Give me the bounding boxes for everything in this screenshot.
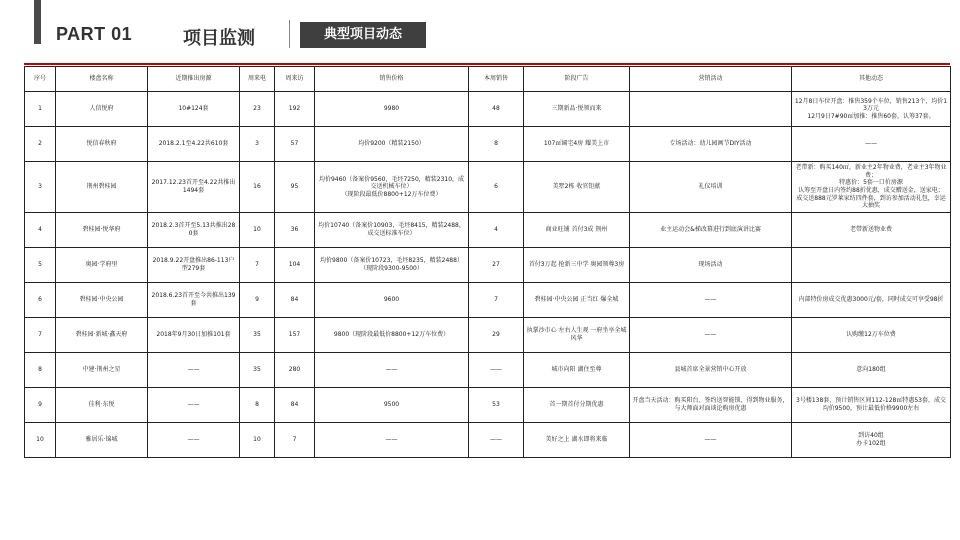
cell-listings: 2018.2.1至4.22共610套: [148, 127, 240, 162]
cell-visits: 84: [275, 388, 315, 423]
cell-price: 均价9200（精装2150）: [315, 127, 469, 162]
cell-price: ——: [315, 353, 469, 388]
cell-ad: 执掌沙市心 左右人生观 一府坐享全城风华: [524, 318, 630, 353]
col-header-index: 序号: [25, 67, 56, 92]
table-row: [25, 213, 951, 248]
cell-index: 1: [25, 92, 56, 127]
cell-calls: 8: [240, 388, 275, 423]
table-row: [25, 353, 951, 388]
col-header-sales: 本周销售: [469, 67, 524, 92]
accent-bar: [34, 0, 41, 44]
cell-index: 3: [25, 162, 56, 213]
cell-sales: 6: [469, 162, 524, 213]
cell-marketing: 业主运动会&梯改幕进行到底演讲比赛: [630, 213, 792, 248]
cell-other: 内部特价房成交优惠3000元/套，同时成交可享受98折: [792, 283, 951, 318]
cell-price: 9500: [315, 388, 469, 423]
cell-sales: 7: [469, 283, 524, 318]
table-row: [25, 388, 951, 423]
cell-marketing: 专场活动：幼儿园画节DIY活动: [630, 127, 792, 162]
section-title: 项目监测: [183, 28, 255, 49]
cell-project: 碧桂园·新城·鑫天府: [56, 318, 148, 353]
cell-project: 雅居乐·锦城: [56, 423, 148, 458]
cell-sales: ——: [469, 353, 524, 388]
cell-index: 10: [25, 423, 56, 458]
cell-other: 12月8日车位开盘：推售359个车位，销售213个，均价13万元 12月9日7#90㎡加推：推售60套，认筹37套。: [792, 92, 951, 127]
cell-listings: 2018.6.23首开至今共推出139套: [148, 283, 240, 318]
cell-listings: 2018.9.22开盘推出86-113户型279套: [148, 248, 240, 283]
cell-marketing: ——: [630, 318, 792, 353]
cell-sales: 53: [469, 388, 524, 423]
cell-calls: 10: [240, 423, 275, 458]
cell-index: 9: [25, 388, 56, 423]
cell-other: 到访40组 办卡102组: [792, 423, 951, 458]
cell-index: 5: [25, 248, 56, 283]
cell-visits: 95: [275, 162, 315, 213]
cell-ad: 三期新品·悦领而来: [524, 92, 630, 127]
cell-price: 均价10740（备案价10903，毛坯8415，精装2488，成交送标准车位）: [315, 213, 469, 248]
cell-project: 人信悦府: [56, 92, 148, 127]
cell-calls: 35: [240, 318, 275, 353]
cell-visits: 7: [275, 423, 315, 458]
cell-visits: 57: [275, 127, 315, 162]
project-dynamics-table: [24, 66, 951, 458]
cell-listings: 10#124套: [148, 92, 240, 127]
cell-visits: 84: [275, 283, 315, 318]
cell-ad: 碧桂园·中央公园 正当红 爆全城: [524, 283, 630, 318]
cell-ad: 美好之上 湖水即将来临: [524, 423, 630, 458]
col-header-marketing: 营销活动: [630, 67, 792, 92]
cell-ad: 首付3万起 抢新三中学 奥园领尊3房: [524, 248, 630, 283]
subsection-tag: 典型项目动态: [300, 22, 426, 48]
cell-marketing: 开盘当天活动：购买阳台、签约送智能锁、得到物业服务，与大师面对面谈论购房优惠: [630, 388, 792, 423]
cell-sales: 8: [469, 127, 524, 162]
col-header-visits: 周来访: [275, 67, 315, 92]
cell-price: ——: [315, 423, 469, 458]
cell-sales: ——: [469, 423, 524, 458]
title-divider: [289, 20, 290, 48]
cell-ad: 107㎡阔宅4房 耀美上市: [524, 127, 630, 162]
cell-marketing: ——: [630, 423, 792, 458]
cell-price: 均价9800（备案价10723，毛坯8235，精装2488）（现阶段9300-9500）: [315, 248, 469, 283]
table-header-row: [25, 67, 951, 92]
cell-index: 4: [25, 213, 56, 248]
cell-project: 奥园·学府里: [56, 248, 148, 283]
table-row: [25, 127, 951, 162]
cell-project: 碧桂园·中央公园: [56, 283, 148, 318]
cell-project: 碧桂园·悦华府: [56, 213, 148, 248]
cell-other: 意向180组: [792, 353, 951, 388]
cell-other: 认购缴12万车位费: [792, 318, 951, 353]
cell-project: 悦信春秋府: [56, 127, 148, 162]
cell-calls: 7: [240, 248, 275, 283]
cell-visits: 192: [275, 92, 315, 127]
cell-calls: 10: [240, 213, 275, 248]
cell-listings: ——: [148, 423, 240, 458]
cell-visits: 157: [275, 318, 315, 353]
cell-ad: 商业旺铺 首付3成 荆州: [524, 213, 630, 248]
col-header-price: 销售价格: [315, 67, 469, 92]
table-row: [25, 248, 951, 283]
cell-listings: 2018.2.3首开至5.13共推出280套: [148, 213, 240, 248]
col-header-ad: 阶段广告: [524, 67, 630, 92]
cell-visits: 280: [275, 353, 315, 388]
cell-index: 2: [25, 127, 56, 162]
cell-listings: ——: [148, 388, 240, 423]
cell-visits: 104: [275, 248, 315, 283]
cell-sales: 4: [469, 213, 524, 248]
cell-price: 均价9460（备案价9560，毛坯7250，精装2310，成交送机械车位） （现阶段最低价8800+12万车位费）: [315, 162, 469, 213]
cell-sales: 29: [469, 318, 524, 353]
table-row: [25, 92, 951, 127]
part-label: PART 01: [56, 24, 133, 44]
cell-sales: 27: [469, 248, 524, 283]
cell-calls: 9: [240, 283, 275, 318]
cell-listings: ——: [148, 353, 240, 388]
cell-calls: 16: [240, 162, 275, 213]
cell-marketing: ——: [630, 283, 792, 318]
cell-calls: 23: [240, 92, 275, 127]
cell-index: 8: [25, 353, 56, 388]
cell-project: 荆州碧桂园: [56, 162, 148, 213]
cell-project: 佳利·东悦: [56, 388, 148, 423]
cell-ad: 美墅2栋 收官钜献: [524, 162, 630, 213]
cell-calls: 35: [240, 353, 275, 388]
col-header-calls: 周来电: [240, 67, 275, 92]
cell-project: 中建·荆州之星: [56, 353, 148, 388]
cell-calls: 3: [240, 127, 275, 162]
cell-marketing: [630, 92, 792, 127]
cell-ad: 首一期首付分期优惠: [524, 388, 630, 423]
cell-other: ——: [792, 127, 951, 162]
cell-price: 9980: [315, 92, 469, 127]
cell-visits: 36: [275, 213, 315, 248]
table-row: [25, 423, 951, 458]
cell-marketing: 县城首席全景营销中心开放: [630, 353, 792, 388]
cell-marketing: 礼仪培训: [630, 162, 792, 213]
cell-listings: 2018年9月30日加推101套: [148, 318, 240, 353]
table-row: [25, 283, 951, 318]
cell-ad: 城市向阳 湖住至尊: [524, 353, 630, 388]
cell-price: 9600: [315, 283, 469, 318]
cell-listings: 2017.12.23首开至4.22共推出1494套: [148, 162, 240, 213]
cell-other: 老带新送物业费: [792, 213, 951, 248]
table-row: [25, 162, 951, 213]
cell-index: 6: [25, 283, 56, 318]
cell-index: 7: [25, 318, 56, 353]
cell-other: [792, 248, 951, 283]
cell-price: 9800（现阶段最低价8800+12万车位费）: [315, 318, 469, 353]
header-rule: [24, 63, 950, 65]
col-header-project: 楼盘名称: [56, 67, 148, 92]
col-header-other: 其他动态: [792, 67, 951, 92]
col-header-listings: 近期推出房源: [148, 67, 240, 92]
cell-other: 老带新：购买140㎡，新业主2年物业费，老业主3年物业费； 特惠价：5套一口价房源 认筹至开盘日内签约88折优惠，成交赠送金，送家电； 成交送888元罗莱家纺四件套，到访参加活动礼包，幸运大抽奖: [792, 162, 951, 213]
table-row: [25, 318, 951, 353]
cell-sales: 48: [469, 92, 524, 127]
cell-other: 3号楼138套，预计销售区间112-128㎡特惠53套，成交均价9500，预计最低价格9900左右: [792, 388, 951, 423]
cell-marketing: 现场活动: [630, 248, 792, 283]
